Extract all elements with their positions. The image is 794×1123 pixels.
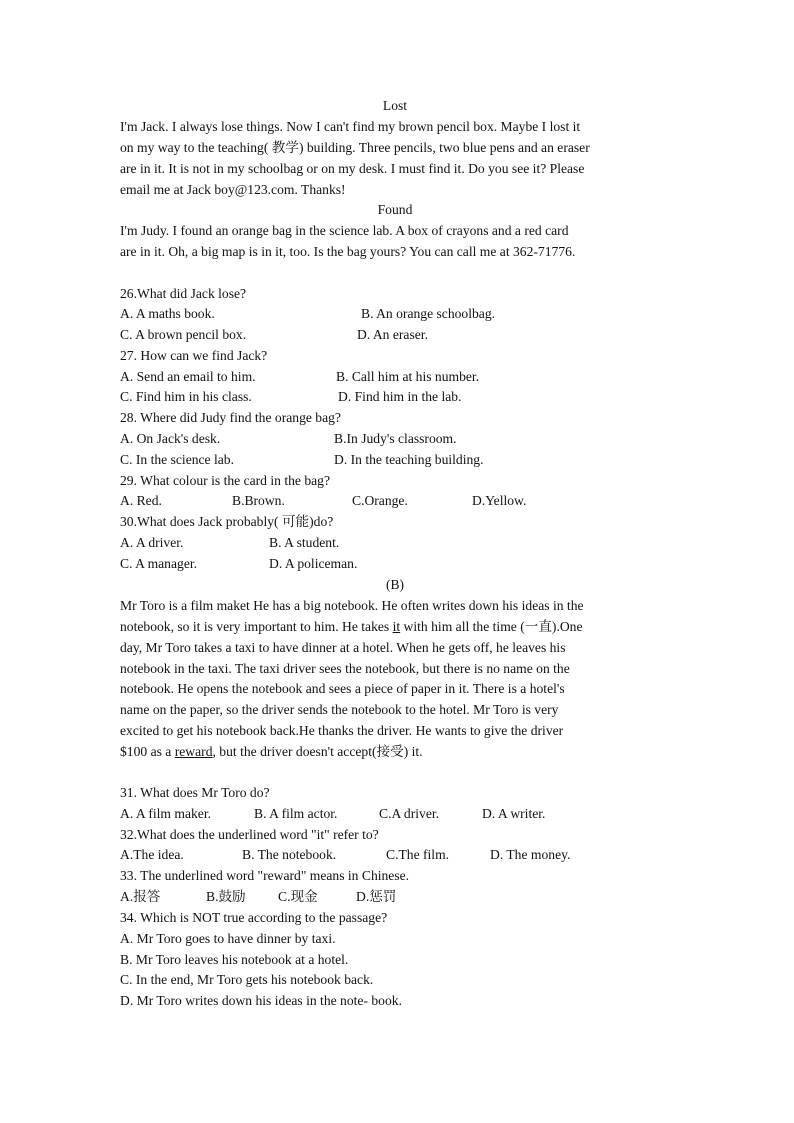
- found-text-line: I'm Judy. I found an orange bag in the science lab. A box of crayons and a red card: [120, 223, 569, 238]
- question-stem: 27. How can we find Jack?: [120, 348, 268, 363]
- option-line: C. In the end, Mr Toro gets his notebook back.: [120, 972, 374, 987]
- option: A. Send an email to him.: [120, 369, 256, 384]
- option: A. On Jack's desk.: [120, 431, 221, 446]
- option: A. Red.: [120, 493, 162, 508]
- option: C.The film.: [386, 847, 450, 862]
- passage-b-line: notebook. He opens the notebook and sees a piece of paper in it. There is a hotel's: [120, 681, 565, 696]
- passage-b-line: [120, 742, 670, 763]
- text-segment: , but the driver doesn't accept(接受) it.: [212, 744, 423, 759]
- question-stem: 29. What colour is the card in the bag?: [120, 473, 331, 488]
- option: D. A writer.: [482, 806, 546, 821]
- option: D. Find him in the lab.: [338, 389, 462, 404]
- lost-text-line: on my way to the teaching( 教学) building. Three pencils, two blue pens and an eraser: [120, 140, 590, 155]
- option: B.鼓励: [206, 889, 246, 904]
- question-stem: 33. The underlined word "reward" means in Chinese.: [120, 868, 410, 883]
- option: B. An orange schoolbag.: [361, 306, 496, 321]
- passage-b-line: notebook in the taxi. The taxi driver sees the notebook, but there is no name on the: [120, 661, 570, 676]
- option: D.惩罚: [356, 889, 397, 904]
- passage-b-line: excited to get his notebook back.He thanks the driver. He wants to give the driver: [120, 723, 564, 738]
- question-stem: 30.What does Jack probably( 可能)do?: [120, 514, 334, 529]
- found-text-line: are in it. Oh, a big map is in it, too. Is the bag yours? You can call me at 362-71776.: [120, 244, 576, 259]
- option: C. A manager.: [120, 556, 198, 571]
- question-stem: 32.What does the underlined word "it" refer to?: [120, 827, 379, 842]
- option: C.A driver.: [379, 806, 440, 821]
- text-segment: with him all the time (一直).One: [400, 619, 583, 634]
- option: B.In Judy's classroom.: [334, 431, 457, 446]
- underlined-word-it: it: [392, 619, 401, 634]
- option: D. An eraser.: [357, 327, 428, 342]
- option: A.报答: [120, 889, 161, 904]
- passage-b-line: day, Mr Toro takes a taxi to have dinner at a hotel. When he gets off, he leaves his: [120, 640, 566, 655]
- lost-text-line: email me at Jack boy@123.com. Thanks!: [120, 182, 346, 197]
- question-stem: 26.What did Jack lose?: [120, 286, 247, 301]
- passage-b-line: name on the paper, so the driver sends the notebook to the hotel. Mr Toro is very: [120, 702, 559, 717]
- section-label: (B): [385, 577, 405, 592]
- option-line: B. Mr Toro leaves his notebook at a hotel.: [120, 952, 349, 967]
- option: C.Orange.: [352, 493, 408, 508]
- option: A. A driver.: [120, 535, 184, 550]
- found-title: Found: [377, 202, 413, 217]
- option: B.Brown.: [232, 493, 285, 508]
- text-segment: notebook, so it is very important to him. He takes: [120, 619, 393, 634]
- lost-text-line: I'm Jack. I always lose things. Now I can't find my brown pencil box. Maybe I lost it: [120, 119, 581, 134]
- question-stem: 28. Where did Judy find the orange bag?: [120, 410, 341, 425]
- lost-title: Lost: [382, 98, 408, 113]
- option: C. Find him in his class.: [120, 389, 252, 404]
- option: B. The notebook.: [242, 847, 337, 862]
- text-segment: $100 as a: [120, 744, 175, 759]
- passage-b-line: [120, 617, 670, 638]
- option-line: A. Mr Toro goes to have dinner by taxi.: [120, 931, 336, 946]
- option: A. A film maker.: [120, 806, 211, 821]
- option: D.Yellow.: [472, 493, 527, 508]
- option: D. The money.: [490, 847, 571, 862]
- option: C. In the science lab.: [120, 452, 234, 467]
- question-stem: 31. What does Mr Toro do?: [120, 785, 270, 800]
- option: C. A brown pencil box.: [120, 327, 247, 342]
- passage-b-line: Mr Toro is a film maket He has a big notebook. He often writes down his ideas in the: [120, 598, 584, 613]
- option: D. A policeman.: [269, 556, 358, 571]
- option: B. A film actor.: [254, 806, 338, 821]
- option: A. A maths book.: [120, 306, 215, 321]
- option-line: D. Mr Toro writes down his ideas in the note- book.: [120, 993, 402, 1008]
- option: C.现金: [278, 889, 318, 904]
- option: B. A student.: [269, 535, 340, 550]
- question-stem: 34. Which is NOT true according to the passage?: [120, 910, 388, 925]
- underlined-word-reward: reward: [174, 744, 213, 759]
- option: B. Call him at his number.: [336, 369, 480, 384]
- lost-text-line: are in it. It is not in my schoolbag or on my desk. I must find it. Do you see it? Please: [120, 161, 585, 176]
- option: D. In the teaching building.: [334, 452, 484, 467]
- option: A.The idea.: [120, 847, 184, 862]
